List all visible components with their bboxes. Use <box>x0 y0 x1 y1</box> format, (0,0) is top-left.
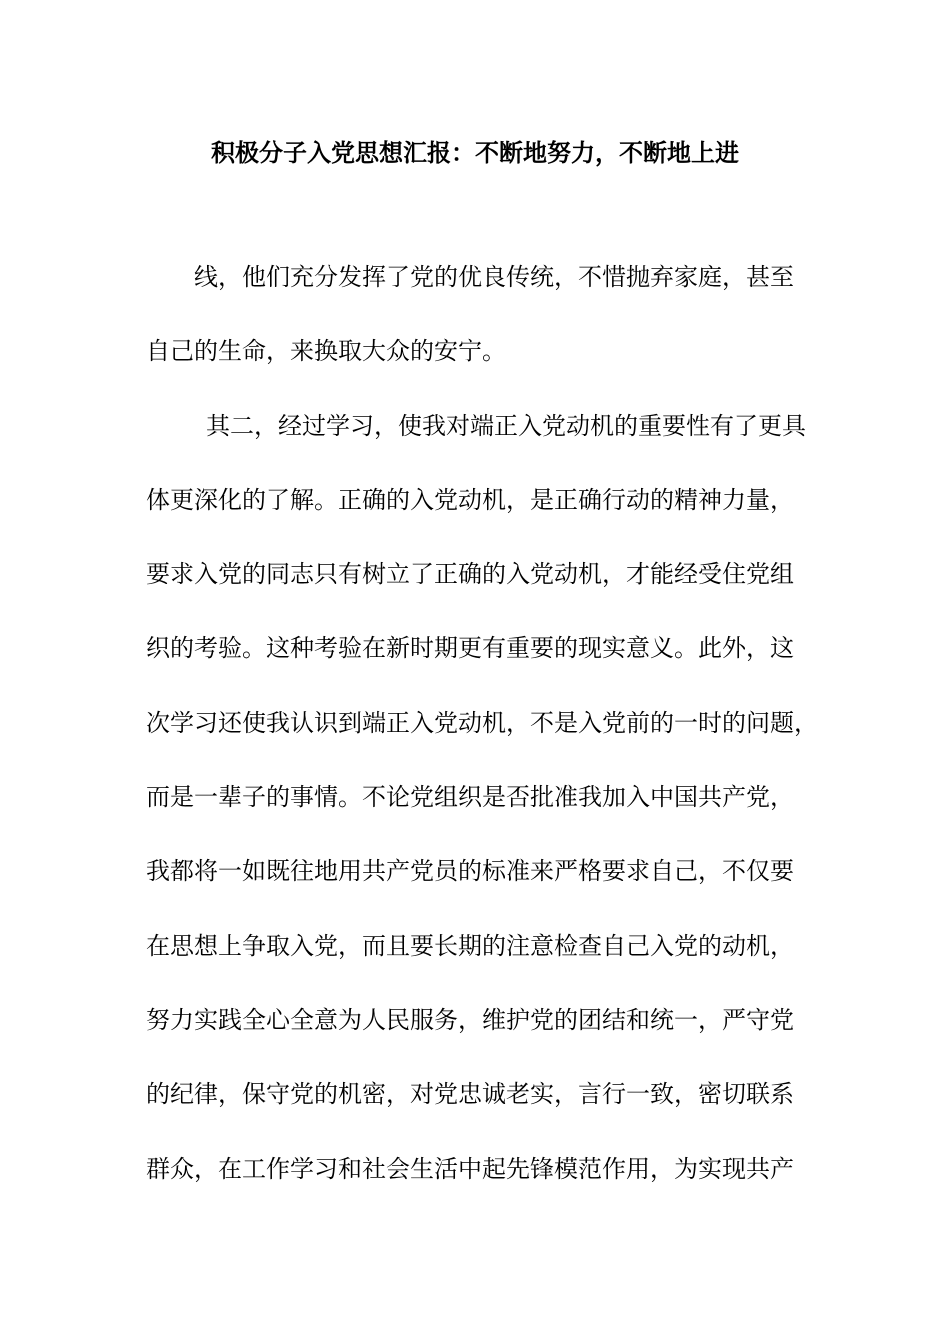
text-line: 在思想上争取入党，而且要长期的注意检查自己入党的动机， <box>146 931 794 960</box>
text-line: 的纪律，保守党的机密，对党忠诚老实，言行一致，密切联系 <box>146 1080 794 1109</box>
text-line: 其二，经过学习，使我对端正入党动机的重要性有了更具 <box>206 411 806 440</box>
text-line: 我都将一如既往地用共产党员的标准来严格要求自己，不仅要 <box>146 857 794 886</box>
document-title: 积极分子入党思想汇报：不断地努力，不断地上进 <box>211 138 739 167</box>
text-line: 自己的生命，来换取大众的安宁。 <box>146 337 506 366</box>
text-line: 线，他们充分发挥了党的优良传统，不惜抛弃家庭，甚至 <box>194 263 794 291</box>
document-body <box>146 249 836 1215</box>
text-line: 织的考验。这种考验在新时期更有重要的现实意义。此外，这 <box>146 634 794 663</box>
text-line: 而是一辈子的事情。不论党组织是否批准我加入中国共产党， <box>146 783 794 812</box>
text-line: 次学习还使我认识到端正入党动机，不是入党前的一时的问题， <box>146 708 818 737</box>
text-line: 体更深化的了解。正确的入党动机，是正确行动的精神力量， <box>146 485 794 514</box>
text-line: 要求入党的同志只有树立了正确的入党动机，才能经受住党组 <box>146 560 794 589</box>
text-line: 群众，在工作学习和社会生活中起先锋模范作用，为实现共产 <box>146 1154 794 1183</box>
text-line: 努力实践全心全意为人民服务，维护党的团结和统一，严守党 <box>146 1005 794 1034</box>
